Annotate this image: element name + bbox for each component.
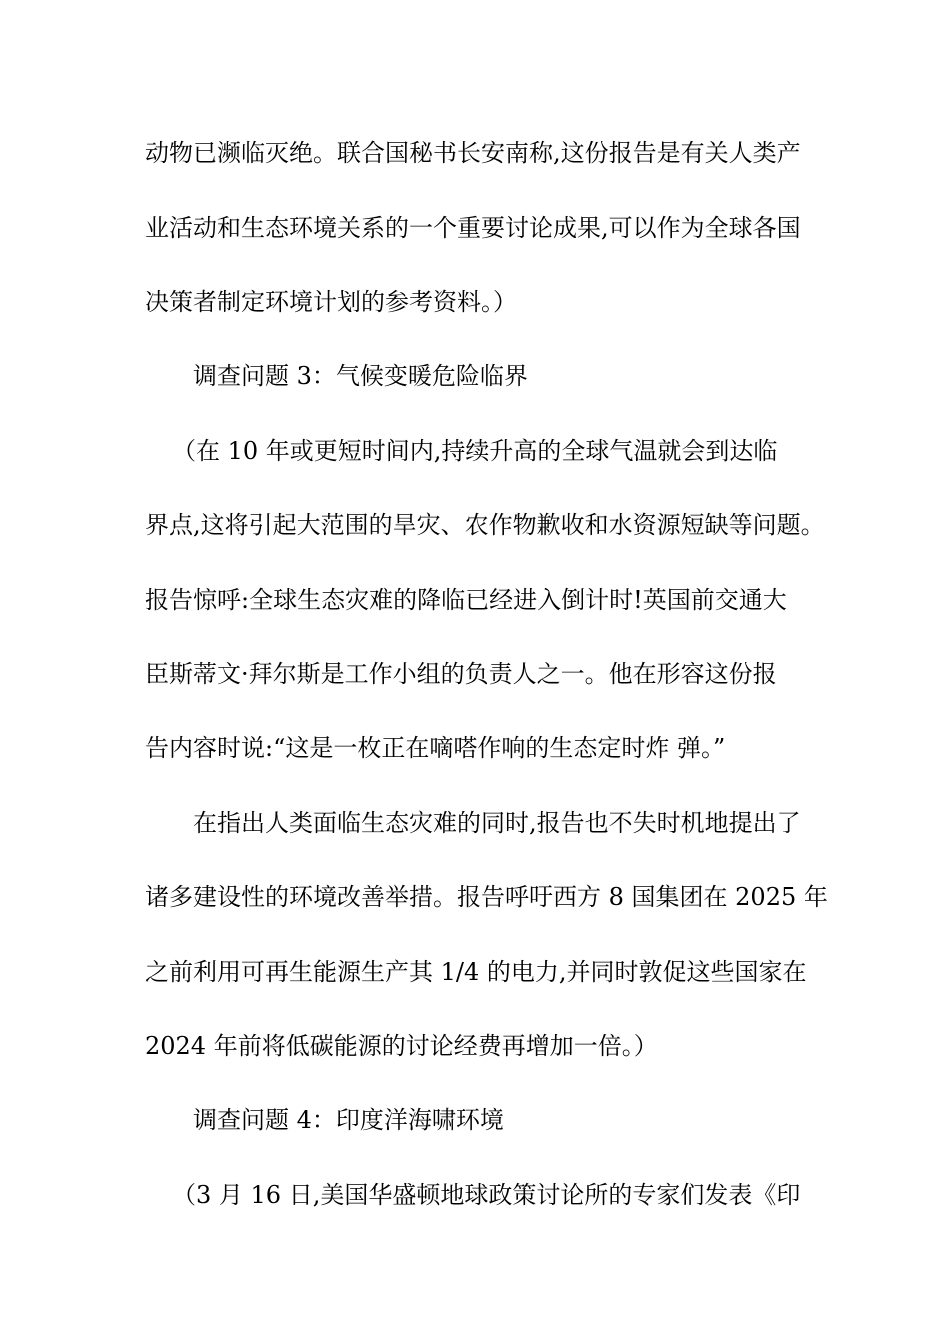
text-line: 告内容时说:“这是一枚正在嘀嗒作响的生态定时炸 弹。” [145, 734, 726, 762]
text-line: 之前利用可再生能源生产其 1/4 的电力,并同时敦促这些国家在 [145, 958, 807, 986]
text-line: 2024 年前将低碳能源的讨论经费再增加一倍。） [145, 1032, 658, 1060]
section-heading: 调查问题 4：印度洋海啸环境 [193, 1106, 504, 1134]
text-line: 诸多建设性的环境改善举措。报告呼吁西方 8 国集团在 2025 年 [145, 883, 828, 911]
section-heading: 调查问题 3：气候变暖危险临界 [193, 362, 528, 390]
text-line: 界点,这将引起大范围的旱灾、农作物歉收和水资源短缺等问题。 [145, 511, 825, 539]
text-line: 决策者制定环境计划的参考资料。） [145, 288, 517, 316]
text-line: 业活动和生态环境关系的一个重要讨论成果,可以作为全球各国 [145, 214, 801, 242]
text-line: 报告惊呼:全球生态灾难的降临已经进入倒计时!英国前交通大 [145, 586, 787, 614]
text-line: （在 10 年或更短时间内,持续升高的全球气温就会到达临 [172, 437, 778, 465]
text-line: （3 月 16 日,美国华盛顿地球政策讨论所的专家们发表《印 [172, 1181, 801, 1209]
text-line: 在指出人类面临生态灾难的同时,报告也不失时机地提出了 [193, 809, 801, 837]
text-line: 动物已濒临灭绝。联合国秘书长安南称,这份报告是有关人类产 [145, 139, 801, 167]
text-line: 臣斯蒂文·拜尔斯是工作小组的负责人之一。他在形容这份报 [145, 660, 777, 688]
